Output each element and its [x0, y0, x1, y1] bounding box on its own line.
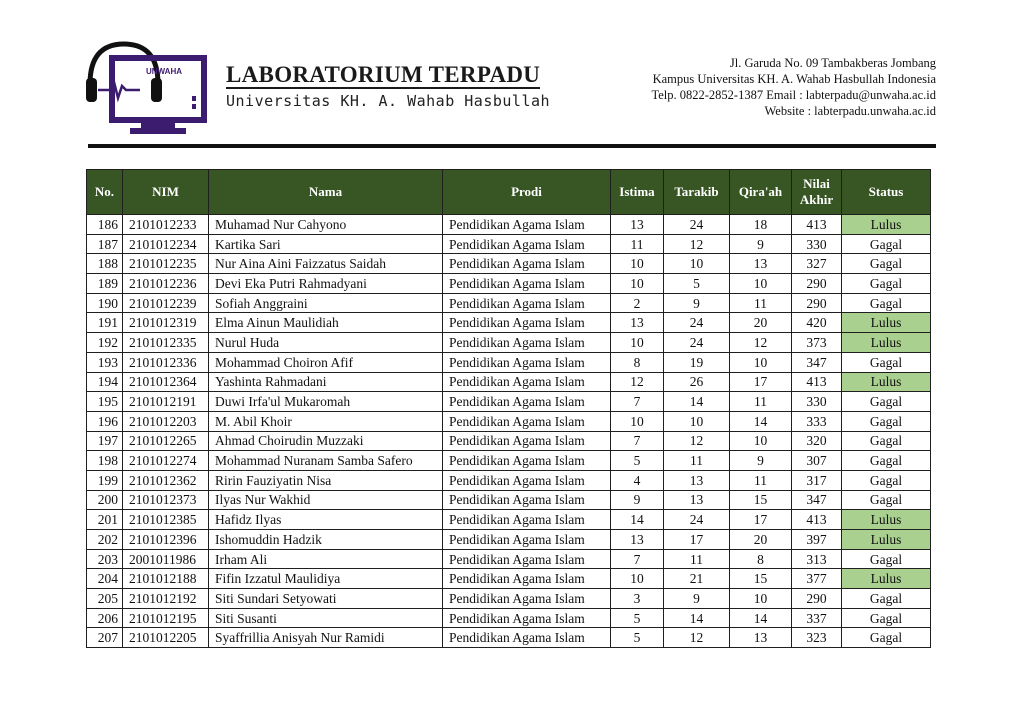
cell-no: 194	[87, 372, 123, 392]
unwaha-logo	[84, 40, 212, 136]
cell-istima: 11	[611, 234, 664, 254]
cell-nim: 2101012235	[123, 254, 209, 274]
cell-istima: 8	[611, 352, 664, 372]
cell-qiraah: 20	[730, 530, 792, 550]
cell-nama: Siti Sundari Setyowati	[209, 589, 443, 609]
cell-status: Lulus	[842, 215, 931, 235]
cell-status: Lulus	[842, 510, 931, 530]
col-header-prodi: Prodi	[443, 170, 611, 215]
cell-tarakib: 5	[664, 274, 730, 294]
cell-qiraah: 20	[730, 313, 792, 333]
cell-prodi: Pendidikan Agama Islam	[443, 372, 611, 392]
table-row	[87, 451, 931, 471]
cell-nim: 2101012195	[123, 608, 209, 628]
cell-qiraah: 17	[730, 372, 792, 392]
cell-qiraah: 9	[730, 234, 792, 254]
cell-nilai-akhir: 373	[792, 333, 842, 353]
cell-nilai-akhir: 307	[792, 451, 842, 471]
table-body	[87, 215, 931, 648]
results-table	[86, 169, 931, 648]
cell-no: 206	[87, 608, 123, 628]
cell-prodi: Pendidikan Agama Islam	[443, 510, 611, 530]
table-row	[87, 431, 931, 451]
cell-no: 188	[87, 254, 123, 274]
table-row	[87, 530, 931, 550]
table-row	[87, 352, 931, 372]
cell-nilai-akhir: 420	[792, 313, 842, 333]
table-row	[87, 628, 931, 648]
header-divider	[88, 144, 936, 148]
cell-no: 191	[87, 313, 123, 333]
cell-qiraah: 11	[730, 470, 792, 490]
contact-address: Jl. Garuda No. 09 Tambakberas Jombang	[729, 56, 936, 70]
cell-nim: 2001011986	[123, 549, 209, 569]
cell-nama: Yashinta Rahmadani	[209, 372, 443, 392]
cell-tarakib: 24	[664, 333, 730, 353]
contact-website: Website : labterpadu.unwaha.ac.id	[764, 104, 936, 118]
cell-nilai-akhir: 377	[792, 569, 842, 589]
cell-nama: Mohammad Choiron Afif	[209, 352, 443, 372]
cell-istima: 13	[611, 313, 664, 333]
cell-no: 190	[87, 293, 123, 313]
col-header-status: Status	[842, 170, 931, 215]
cell-no: 192	[87, 333, 123, 353]
cell-no: 207	[87, 628, 123, 648]
cell-nilai-akhir: 413	[792, 215, 842, 235]
cell-status: Gagal	[842, 451, 931, 471]
cell-qiraah: 13	[730, 254, 792, 274]
cell-qiraah: 10	[730, 352, 792, 372]
cell-istima: 3	[611, 589, 664, 609]
cell-no: 197	[87, 431, 123, 451]
cell-nilai-akhir: 330	[792, 234, 842, 254]
cell-nim: 2101012192	[123, 589, 209, 609]
cell-istima: 10	[611, 333, 664, 353]
cell-istima: 5	[611, 628, 664, 648]
cell-prodi: Pendidikan Agama Islam	[443, 530, 611, 550]
cell-nama: Irham Ali	[209, 549, 443, 569]
cell-status: Gagal	[842, 234, 931, 254]
cell-prodi: Pendidikan Agama Islam	[443, 392, 611, 412]
cell-status: Gagal	[842, 608, 931, 628]
cell-nama: Ahmad Choirudin Muzzaki	[209, 431, 443, 451]
cell-no: 204	[87, 569, 123, 589]
cell-istima: 13	[611, 530, 664, 550]
table-row	[87, 313, 931, 333]
cell-nim: 2101012364	[123, 372, 209, 392]
cell-no: 199	[87, 470, 123, 490]
cell-istima: 12	[611, 372, 664, 392]
cell-nama: Hafidz Ilyas	[209, 510, 443, 530]
cell-qiraah: 11	[730, 392, 792, 412]
contact-block	[651, 55, 936, 119]
cell-nama: Mohammad Nuranam Samba Safero	[209, 451, 443, 471]
contact-phone-email: Telp. 0822-2852-1387 Email : labterpadu@unwaha.ac.id	[651, 88, 936, 102]
cell-nilai-akhir: 337	[792, 608, 842, 628]
lab-title: LABORATORIUM TERPADU	[226, 62, 541, 87]
cell-istima: 2	[611, 293, 664, 313]
table-row	[87, 293, 931, 313]
cell-nim: 2101012385	[123, 510, 209, 530]
cell-no: 196	[87, 411, 123, 431]
cell-status: Gagal	[842, 392, 931, 412]
cell-no: 195	[87, 392, 123, 412]
cell-nim: 2101012233	[123, 215, 209, 235]
cell-nilai-akhir: 347	[792, 352, 842, 372]
cell-nama: Ishomuddin Hadzik	[209, 530, 443, 550]
table-row	[87, 510, 931, 530]
cell-tarakib: 24	[664, 215, 730, 235]
cell-prodi: Pendidikan Agama Islam	[443, 411, 611, 431]
cell-qiraah: 10	[730, 431, 792, 451]
cell-nim: 2101012336	[123, 352, 209, 372]
cell-prodi: Pendidikan Agama Islam	[443, 628, 611, 648]
cell-nilai-akhir: 313	[792, 549, 842, 569]
col-header-nama: Nama	[209, 170, 443, 215]
cell-tarakib: 19	[664, 352, 730, 372]
cell-istima: 13	[611, 215, 664, 235]
col-header-tarakib: Tarakib	[664, 170, 730, 215]
cell-istima: 7	[611, 392, 664, 412]
cell-status: Gagal	[842, 411, 931, 431]
cell-nim: 2101012205	[123, 628, 209, 648]
cell-nilai-akhir: 333	[792, 411, 842, 431]
cell-nilai-akhir: 347	[792, 490, 842, 510]
cell-nama: Elma Ainun Maulidiah	[209, 313, 443, 333]
table-row	[87, 411, 931, 431]
cell-nama: Syaffrillia Anisyah Nur Ramidi	[209, 628, 443, 648]
cell-nilai-akhir: 330	[792, 392, 842, 412]
cell-nilai-akhir: 290	[792, 589, 842, 609]
cell-tarakib: 14	[664, 608, 730, 628]
table-row	[87, 549, 931, 569]
cell-prodi: Pendidikan Agama Islam	[443, 470, 611, 490]
table-row	[87, 490, 931, 510]
cell-qiraah: 12	[730, 333, 792, 353]
cell-tarakib: 13	[664, 490, 730, 510]
col-header-istima: Istima	[611, 170, 664, 215]
cell-nama: Kartika Sari	[209, 234, 443, 254]
cell-tarakib: 12	[664, 431, 730, 451]
cell-nim: 2101012319	[123, 313, 209, 333]
cell-status: Gagal	[842, 352, 931, 372]
cell-nama: Nur Aina Aini Faizzatus Saidah	[209, 254, 443, 274]
cell-tarakib: 11	[664, 451, 730, 471]
cell-qiraah: 14	[730, 411, 792, 431]
cell-prodi: Pendidikan Agama Islam	[443, 549, 611, 569]
cell-qiraah: 10	[730, 274, 792, 294]
table-row	[87, 608, 931, 628]
cell-tarakib: 9	[664, 293, 730, 313]
cell-tarakib: 14	[664, 392, 730, 412]
cell-tarakib: 12	[664, 234, 730, 254]
cell-qiraah: 17	[730, 510, 792, 530]
cell-nama: Fifin Izzatul Maulidiya	[209, 569, 443, 589]
table-row	[87, 274, 931, 294]
cell-istima: 9	[611, 490, 664, 510]
cell-status: Gagal	[842, 589, 931, 609]
cell-tarakib: 17	[664, 530, 730, 550]
cell-no: 201	[87, 510, 123, 530]
cell-no: 198	[87, 451, 123, 471]
cell-status: Lulus	[842, 372, 931, 392]
table-header-row	[87, 170, 931, 215]
table-row	[87, 392, 931, 412]
cell-nim: 2101012234	[123, 234, 209, 254]
cell-qiraah: 14	[730, 608, 792, 628]
cell-nim: 2101012335	[123, 333, 209, 353]
cell-tarakib: 9	[664, 589, 730, 609]
cell-no: 193	[87, 352, 123, 372]
cell-prodi: Pendidikan Agama Islam	[443, 333, 611, 353]
cell-nilai-akhir: 320	[792, 431, 842, 451]
cell-tarakib: 12	[664, 628, 730, 648]
cell-nim: 2101012191	[123, 392, 209, 412]
cell-prodi: Pendidikan Agama Islam	[443, 215, 611, 235]
cell-qiraah: 10	[730, 589, 792, 609]
cell-prodi: Pendidikan Agama Islam	[443, 451, 611, 471]
cell-status: Gagal	[842, 274, 931, 294]
cell-nim: 2101012373	[123, 490, 209, 510]
cell-istima: 10	[611, 254, 664, 274]
cell-no: 186	[87, 215, 123, 235]
cell-qiraah: 13	[730, 628, 792, 648]
cell-nim: 2101012396	[123, 530, 209, 550]
cell-qiraah: 15	[730, 490, 792, 510]
cell-no: 200	[87, 490, 123, 510]
cell-istima: 7	[611, 431, 664, 451]
cell-prodi: Pendidikan Agama Islam	[443, 490, 611, 510]
cell-nilai-akhir: 413	[792, 510, 842, 530]
contact-campus: Kampus Universitas KH. A. Wahab Hasbullah Indonesia	[652, 72, 936, 86]
cell-prodi: Pendidikan Agama Islam	[443, 569, 611, 589]
cell-prodi: Pendidikan Agama Islam	[443, 254, 611, 274]
logo-text: UNWAHA	[146, 67, 182, 76]
cell-prodi: Pendidikan Agama Islam	[443, 608, 611, 628]
cell-tarakib: 24	[664, 313, 730, 333]
cell-istima: 10	[611, 569, 664, 589]
cell-nilai-akhir: 317	[792, 470, 842, 490]
cell-nilai-akhir: 290	[792, 293, 842, 313]
table-row	[87, 372, 931, 392]
table-row	[87, 589, 931, 609]
cell-nama: M. Abil Khoir	[209, 411, 443, 431]
table-row	[87, 333, 931, 353]
lab-subtitle: Universitas KH. A. Wahab Hasbullah	[226, 92, 551, 110]
cell-nama: Devi Eka Putri Rahmadyani	[209, 274, 443, 294]
cell-nama: Muhamad Nur Cahyono	[209, 215, 443, 235]
cell-nama: Sofiah Anggraini	[209, 293, 443, 313]
cell-istima: 5	[611, 451, 664, 471]
cell-no: 189	[87, 274, 123, 294]
cell-istima: 5	[611, 608, 664, 628]
cell-no: 205	[87, 589, 123, 609]
cell-prodi: Pendidikan Agama Islam	[443, 589, 611, 609]
cell-nim: 2101012362	[123, 470, 209, 490]
cell-nama: Siti Susanti	[209, 608, 443, 628]
cell-nama: Ilyas Nur Wakhid	[209, 490, 443, 510]
cell-nilai-akhir: 323	[792, 628, 842, 648]
cell-status: Lulus	[842, 333, 931, 353]
table-row	[87, 254, 931, 274]
cell-prodi: Pendidikan Agama Islam	[443, 431, 611, 451]
cell-tarakib: 11	[664, 549, 730, 569]
cell-istima: 10	[611, 274, 664, 294]
cell-status: Lulus	[842, 530, 931, 550]
cell-tarakib: 10	[664, 254, 730, 274]
col-header-qiraah: Qira'ah	[730, 170, 792, 215]
cell-nilai-akhir: 327	[792, 254, 842, 274]
cell-status: Gagal	[842, 431, 931, 451]
table-row	[87, 569, 931, 589]
cell-nilai-akhir: 397	[792, 530, 842, 550]
cell-qiraah: 11	[730, 293, 792, 313]
cell-nim: 2101012239	[123, 293, 209, 313]
table-row	[87, 215, 931, 235]
cell-nim: 2101012203	[123, 411, 209, 431]
cell-nilai-akhir: 413	[792, 372, 842, 392]
cell-status: Gagal	[842, 549, 931, 569]
cell-status: Gagal	[842, 293, 931, 313]
cell-no: 202	[87, 530, 123, 550]
col-header-nilai-akhir: Nilai Akhir	[792, 170, 842, 215]
cell-istima: 4	[611, 470, 664, 490]
cell-qiraah: 15	[730, 569, 792, 589]
cell-prodi: Pendidikan Agama Islam	[443, 234, 611, 254]
cell-nama: Ririn Fauziyatin Nisa	[209, 470, 443, 490]
cell-status: Gagal	[842, 254, 931, 274]
cell-tarakib: 26	[664, 372, 730, 392]
cell-tarakib: 24	[664, 510, 730, 530]
cell-nilai-akhir: 290	[792, 274, 842, 294]
cell-status: Lulus	[842, 313, 931, 333]
cell-nim: 2101012188	[123, 569, 209, 589]
cell-prodi: Pendidikan Agama Islam	[443, 313, 611, 333]
cell-tarakib: 10	[664, 411, 730, 431]
cell-qiraah: 18	[730, 215, 792, 235]
col-header-nim: NIM	[123, 170, 209, 215]
cell-nim: 2101012274	[123, 451, 209, 471]
cell-no: 203	[87, 549, 123, 569]
cell-istima: 7	[611, 549, 664, 569]
cell-prodi: Pendidikan Agama Islam	[443, 293, 611, 313]
cell-prodi: Pendidikan Agama Islam	[443, 274, 611, 294]
cell-status: Gagal	[842, 470, 931, 490]
cell-qiraah: 8	[730, 549, 792, 569]
cell-nim: 2101012236	[123, 274, 209, 294]
cell-nama: Duwi Irfa'ul Mukaromah	[209, 392, 443, 412]
cell-status: Lulus	[842, 569, 931, 589]
col-header-no: No.	[87, 170, 123, 215]
cell-tarakib: 21	[664, 569, 730, 589]
cell-qiraah: 9	[730, 451, 792, 471]
cell-no: 187	[87, 234, 123, 254]
cell-status: Gagal	[842, 490, 931, 510]
cell-status: Gagal	[842, 628, 931, 648]
cell-istima: 10	[611, 411, 664, 431]
cell-nim: 2101012265	[123, 431, 209, 451]
table-row	[87, 470, 931, 490]
cell-tarakib: 13	[664, 470, 730, 490]
cell-istima: 14	[611, 510, 664, 530]
cell-nama: Nurul Huda	[209, 333, 443, 353]
table-row	[87, 234, 931, 254]
cell-prodi: Pendidikan Agama Islam	[443, 352, 611, 372]
